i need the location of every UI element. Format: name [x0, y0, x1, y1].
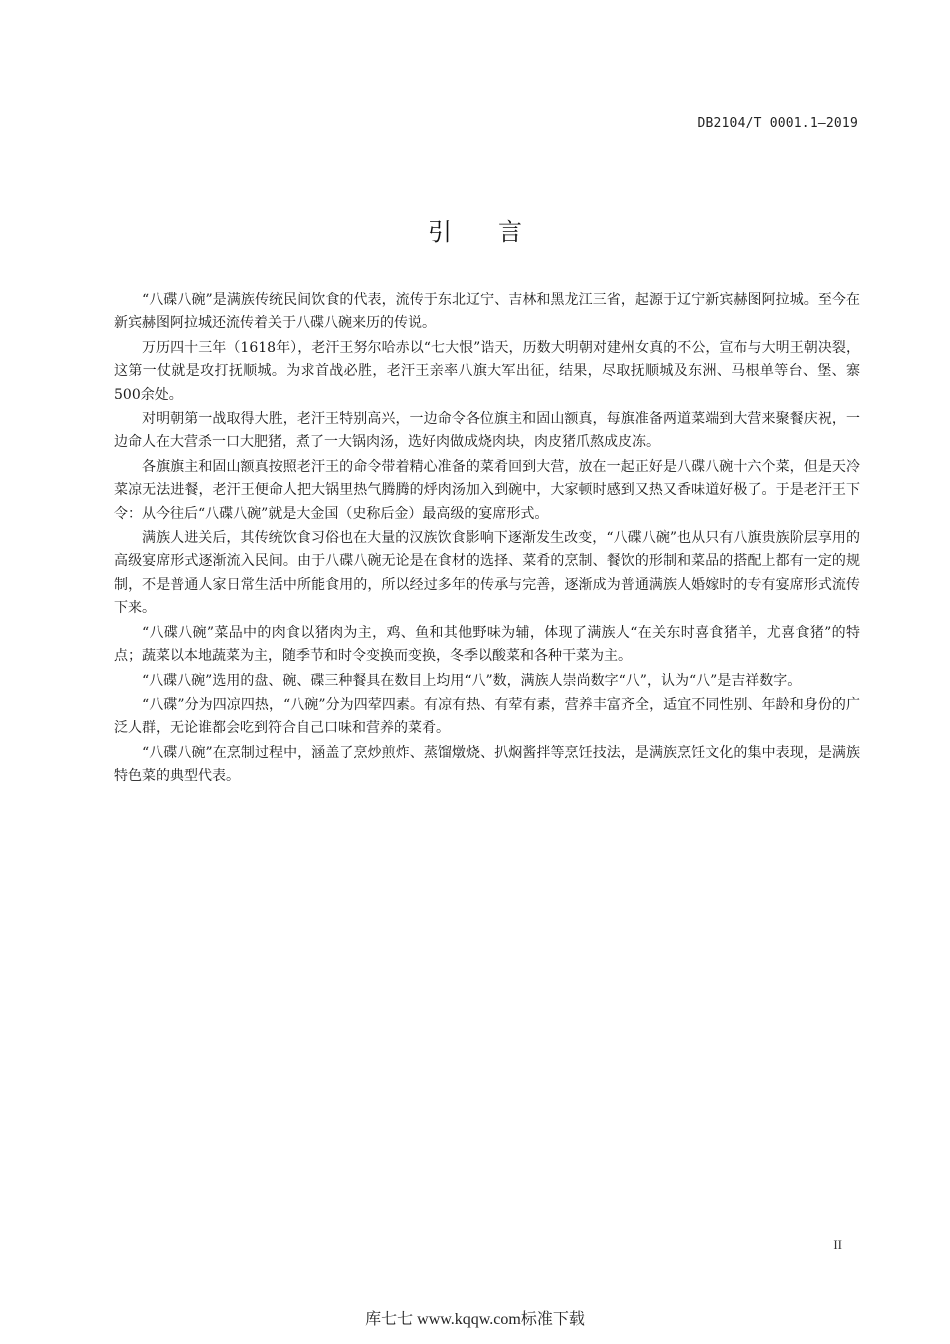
paragraph: “八碟八碗”是满族传统民间饮食的代表，流传于东北辽宁、吉林和黑龙江三省，起源于辽宁新宾赫图阿拉城。至今在新宾赫图阿拉城还流传着关于八碟八碗来历的传说。 [114, 292, 860, 332]
paragraph: 各旗旗主和固山额真按照老汗王的命令带着精心准备的菜肴回到大营，放在一起正好是八碟八碗十六个菜，但是天冷菜凉无法进餐，老汗王便命人把大锅里热气腾腾的烀肉汤加入到碗中，大家顿时感到又热又香味道好极了。于是老汗王下令：从今往后“八碟八碗”就是大金国（史称后金）最高级的宴席形式。 [114, 458, 860, 522]
section-title: 引言 [428, 218, 568, 246]
paragraph: “八碟八碗”选用的盘、碗、碟三种餐具在数目上均用“八”数，满族人崇尚数字“八”，认为“八”是吉祥数字。 [142, 672, 802, 689]
paragraph: 万历四十三年（1618年），老汗王努尔哈赤以“七大恨”诰天，历数大明朝对建州女真的不公，宣布与大明王朝决裂，这第一仗就是攻打抚顺城。为求首战必胜，老汗王亲率八旗大军出征，结果，尽取抚顺城及东洲、马根单等台、堡、寨500余处。 [114, 339, 860, 403]
body-text [114, 289, 860, 790]
page-number: II [833, 1237, 842, 1252]
document-code: DB2104/T 0001.1—2019 [697, 116, 858, 131]
paragraph: 对明朝第一战取得大胜，老汗王特别高兴，一边命令各位旗主和固山额真，每旗准备两道菜端到大营来聚餐庆祝，一边命人在大营杀一口大肥猪，煮了一大锅肉汤，选好肉做成烧肉块，肉皮猪爪熬成皮冻。 [114, 411, 860, 451]
paragraph: 满族人进关后，其传统饮食习俗也在大量的汉族饮食影响下逐渐发生改变，“八碟八碗”也从只有八旗贵族阶层享用的高级宴席形式逐渐流入民间。由于八碟八碗无论是在食材的选择、菜肴的烹制、餐饮的形制和菜品的搭配上都有一定的规制，不是普通人家日常生活中所能食用的，所以经过多年的传承与完善，逐渐成为普通满族人婚嫁时的专有宴席形式流传下来。 [114, 530, 860, 617]
watermark-text: 库七七 www.kqqw.com标准下载 [365, 1311, 585, 1328]
paragraph: “八碟”分为四凉四热，“八碗”分为四荤四素。有凉有热、有荤有素，营养丰富齐全，适宜不同性别、年龄和身份的广泛人群，无论谁都会吃到符合自己口味和营养的菜肴。 [114, 696, 860, 737]
paragraph: “八碟八碗”在烹制过程中，涵盖了烹炒煎炸、蒸馏燉烧、扒焖酱拌等烹饪技法，是满族烹饪文化的集中表现，是满族特色菜的典型代表。 [114, 744, 860, 785]
paragraph: “八碟八碗”菜品中的肉食以猪肉为主，鸡、鱼和其他野味为辅，体现了满族人“在关东时喜食猪羊，尤喜食猪”的特点；蔬菜以本地蔬菜为主，随季节和时令变换而变换，冬季以酸菜和各种干菜为主。 [114, 624, 860, 665]
